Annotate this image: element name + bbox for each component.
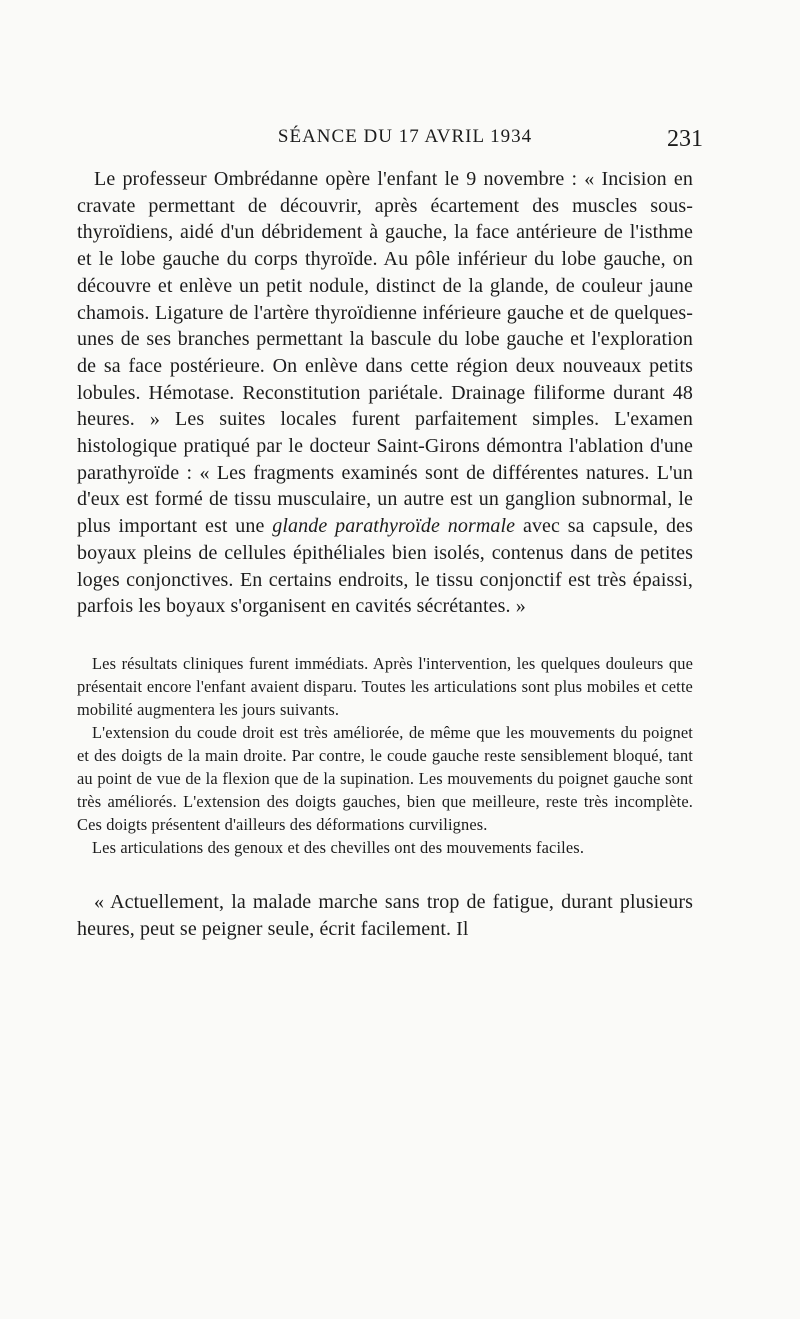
- italic-phrase: glande parathyroïde normale: [272, 515, 516, 538]
- main-body-text: [77, 166, 693, 620]
- small-paragraph-extension: L'extension du coude droit est très améliorée, de même que les mouvements du poignet et des doigts de la main droite. Par contre, le coude gauche reste sensiblement bloqué, tant au point de vue de la flexion que de la supination. Les mouvements du poignet gauche sont très améliorés. L'extension des doigts gauches, bien que meilleure, reste très incomplète. Ces doigts présentent d'ailleurs des déformations curvilignes.: [77, 722, 693, 834]
- final-body-text: [77, 889, 693, 942]
- paragraph-text-before: Le professeur Ombrédanne opère l'enfant le 9 novembre : « Incision en cravate permettant de découvrir, après écartement des muscles sous-thyroïdiens, aidé d'un débridement à gauche, la face antérieure de l'isthme et le lobe gauche du corps thyroïde. Au pôle inférieur du lobe gauche, on découvre et enlève un petit nodule, distinct de la glande, de couleur jaune chamois. Ligature de l'artère thyroïdienne inférieure gauche et de quelques-unes de ses branches permettant la bascule du lobe gauche et l'exploration de sa face postérieure. On enlève dans cette région deux nouveaux petits lobules. Hémotase. Reconstitution pariétale. Drainage filiforme durant 48 heures. » Les suites locales furent parfaitement simples. L'examen histologique pratiqué par le docteur Saint-Girons démontra l'ablation d'une parathyroïde : « Les fragments examinés sont de différentes natures. L'un d'eux est formé de tissu musculaire, un autre est un ganglion subnormal, le plus important est une: [77, 168, 693, 538]
- body-paragraph: [77, 166, 693, 620]
- page-number: 231: [667, 126, 703, 152]
- small-paragraph-results: Les résultats cliniques furent immédiats. Après l'intervention, les quelques douleurs que présentait encore l'enfant avaient disparu. Toutes les articulations sont plus mobiles et cette mobilité augmentera les jours suivants.: [77, 653, 693, 719]
- document-page: [77, 120, 703, 942]
- small-paragraph-articulations: Les articulations des genoux et des chevilles ont des mouvements faciles.: [92, 837, 585, 857]
- paragraph-text-after: avec sa capsule, des boyaux pleins de cellules épithéliales bien isolés, contenus dans de petites loges conjonctives. En certains endroits, le tissu conjonctif est très épaissi, parfois les boyaux s'organisent en cavités sécrétantes. »: [77, 515, 693, 618]
- final-paragraph: « Actuellement, la malade marche sans trop de fatigue, durant plusieurs heures, peut se peigner seule, écrit facilement. Il: [77, 890, 693, 940]
- small-print-section: [77, 652, 693, 859]
- page-header: [77, 120, 703, 166]
- running-title: SÉANCE DU 17 AVRIL 1934: [277, 126, 533, 147]
